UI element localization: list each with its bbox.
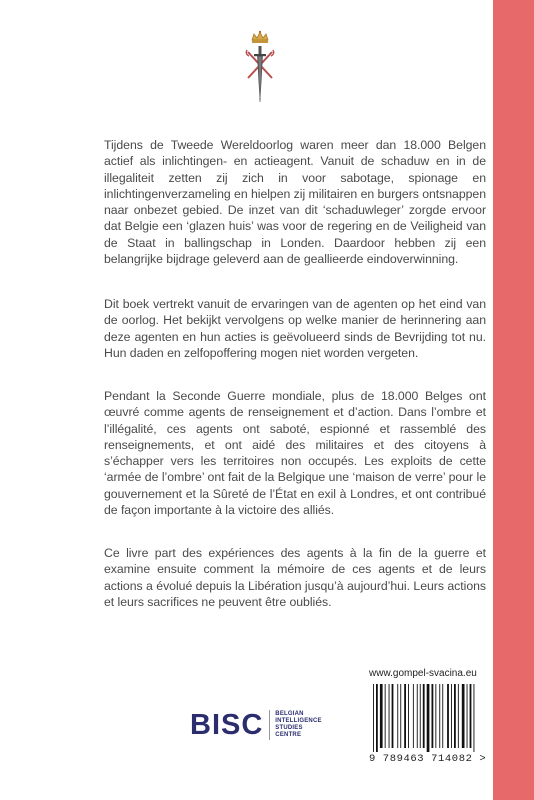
logo-name-line-3: STUDIES	[275, 725, 303, 731]
bisc-logo	[190, 708, 322, 742]
barcode-bars	[369, 682, 489, 754]
barcode-bar	[435, 684, 436, 748]
barcode-bar	[413, 684, 414, 748]
barcode-bar	[376, 684, 378, 752]
barcode-bar	[427, 684, 430, 752]
barcode-bar	[474, 684, 475, 752]
barcode-bar	[392, 684, 394, 748]
barcode-bar	[420, 684, 421, 748]
barcode-bar	[385, 684, 386, 748]
publisher-website: www.gompel-svacina.eu	[369, 668, 477, 679]
french-paragraph-2	[104, 545, 486, 610]
barcode-bar	[458, 684, 459, 748]
barcode-bar	[373, 684, 374, 752]
barcode-bar	[447, 684, 449, 748]
dutch-paragraph-1	[104, 137, 486, 267]
french-paragraph-1-text: Pendant la Seconde Guerre mondiale, plus de 18.000 Belges ont œuvré comme agents de renseignement et d’action. Dans l’ombre et l’illégalité, ces agents ont saboté, espionné et rassemblé des renseignements, et ont aidé des militaires et des citoyens à s’échapper vers les territoires non occupés. Les exploits de cette ‘armée de l’ombre’ ont fait de la Belgique une ‘maison de verre’ pour le gouvernement et la Sûreté de l’État en exil à Londres, et ont contribué de façon importante à la victoire des alliés.	[104, 389, 486, 518]
barcode-bar	[408, 684, 409, 748]
barcode-bar	[454, 684, 456, 748]
logo-name-line-4: CENTRE	[275, 732, 302, 738]
barcode-bar	[467, 684, 468, 748]
barcode-digits: 9 789463 714082 >	[369, 753, 487, 765]
isbn-barcode	[369, 682, 489, 768]
logo-divider	[269, 710, 270, 740]
barcode-bar	[417, 684, 418, 748]
barcode-bar	[439, 684, 440, 748]
bisc-logo-mark: BISC	[190, 709, 264, 741]
barcode-bar	[380, 684, 383, 748]
barcode-bar	[423, 684, 425, 748]
bisc-logo-name	[275, 711, 321, 739]
barcode-bar	[470, 684, 472, 748]
french-paragraph-1	[104, 388, 486, 518]
barcode-bar	[397, 684, 398, 748]
logo-name-line-2: INTELLIGENCE	[275, 718, 322, 724]
spine-band	[493, 0, 534, 800]
barcode-bar	[462, 684, 465, 748]
barcode-bar	[404, 684, 406, 748]
crowned-crossed-swords-dagger-icon	[243, 30, 277, 104]
barcode-bar	[389, 684, 390, 748]
barcode-bar	[400, 684, 401, 748]
dutch-paragraph-1-text: Tijdens de Tweede Wereldoorlog waren meer dan 18.000 Belgen actief als inlichtingen- en actieagent. Vanuit de schaduw en in de illegaliteit zetten zij zich in voor sabotage, spionage en inlichtingenverzameling en hielpen zij militairen en burgers ontsnappen naar onbezet gebied. De inzet van dit ‘schaduwleger’ zorgde ervoor dat Belgie een ‘glazen huis’ was voor de regering en de Veiligheid van de Staat in ballingschap in Londen. Daardoor hebben zij een belangrijke bijdrage geleverd aan de geallieerde eindoverwinning.	[104, 138, 486, 267]
dutch-paragraph-2	[104, 296, 486, 361]
barcode-bar	[442, 684, 443, 748]
logo-name-line-1: BELGIAN	[275, 711, 304, 717]
dutch-paragraph-2-text: Dit boek vertrekt vanuit de ervaringen van de agenten op het eind van de oorlog. Het bekijkt vervolgens op welke manier de herinnering aan deze agenten en hun acties is geëvolueerd sinds de Bevrijding tot nu. Hun daden en zelfopoffering mogen niet worden vergeten.	[104, 297, 486, 360]
barcode-bar	[432, 684, 434, 748]
barcode-bar	[451, 684, 452, 748]
french-paragraph-2-text: Ce livre part des expériences des agents à la fin de la guerre et examine ensuite comment la mémoire de ces agents et de leurs actions a évolué depuis la Libération jusqu’à aujourd’hui. Leurs actions et leurs sacrifices ne peuvent être oubliés.	[104, 546, 486, 609]
